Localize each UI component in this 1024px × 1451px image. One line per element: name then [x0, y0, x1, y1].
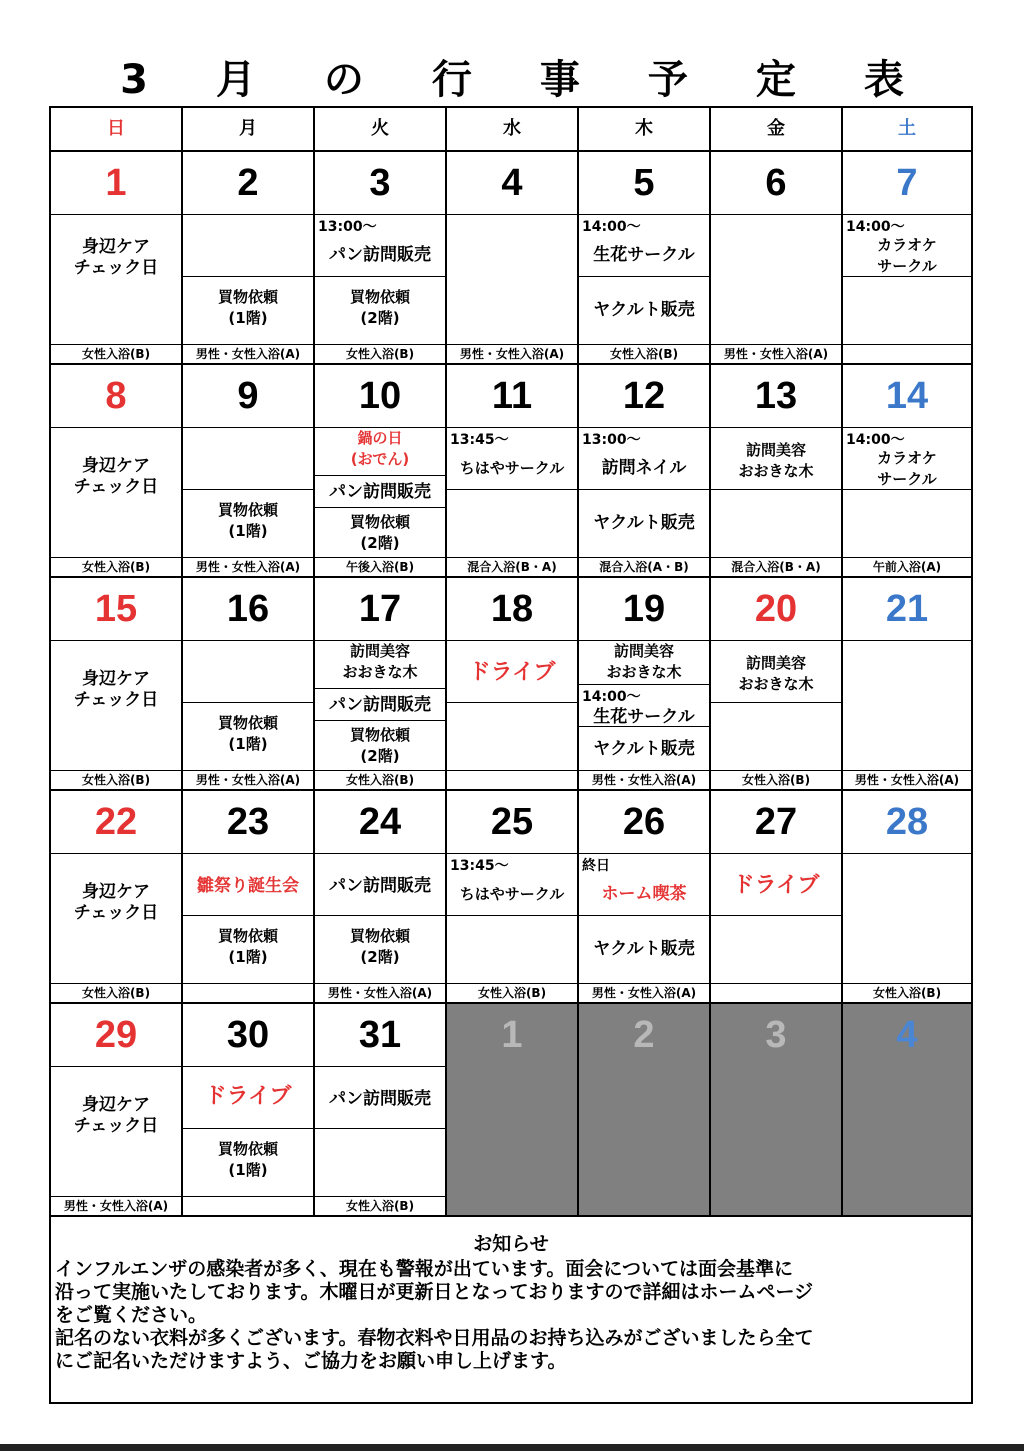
weekday-header: 土: [843, 108, 971, 152]
title-char: 行: [431, 57, 472, 103]
bath-schedule: 男性・女性入浴(A): [579, 770, 709, 789]
bath-schedule: [447, 770, 577, 789]
event-label: 訪問美容 おおきな木: [606, 642, 682, 681]
weekday-header: 水: [447, 108, 579, 152]
day-number: 8: [51, 365, 181, 428]
cell-divider: [711, 489, 841, 490]
day-cell: [183, 152, 315, 365]
notice-line: をご覧ください。: [55, 1304, 208, 1326]
weekday-header: 木: [579, 108, 711, 152]
event-label: 訪問美容 おおきな木: [738, 654, 814, 693]
weekday-header: 金: [711, 108, 843, 152]
day-cell: [183, 578, 315, 791]
event-time: 13:00〜: [318, 219, 377, 235]
day-cell: [711, 791, 843, 1004]
notice-line: にご記名いただけますよう、ご協力をお願い申し上げます。: [55, 1350, 567, 1372]
cell-divider: [579, 684, 709, 685]
title-char: 表: [863, 57, 904, 103]
event-label: ヤクルト販売: [593, 513, 695, 533]
bath-schedule: 混合入浴(B・A): [447, 557, 577, 576]
event-label: 身辺ケア チェック日: [73, 237, 159, 278]
bath-schedule: 女性入浴(B): [579, 344, 709, 363]
cell-divider: [315, 688, 445, 689]
day-number: 3: [315, 152, 445, 215]
bath-schedule: 女性入浴(B): [711, 770, 841, 789]
event-time: 13:45〜: [450, 858, 509, 874]
event-label: 買物依頼 (1階): [217, 714, 278, 753]
bath-schedule: 女性入浴(B): [51, 344, 181, 363]
bath-schedule: 男性・女性入浴(A): [183, 344, 313, 363]
event-label: 買物依頼 (2階): [349, 927, 410, 966]
cell-divider: [183, 276, 313, 277]
event-time: 14:00〜: [846, 432, 905, 448]
day-number: 23: [183, 791, 313, 854]
event-time: 終日: [582, 858, 610, 874]
day-number: 18: [447, 578, 577, 641]
cell-divider: [579, 276, 709, 277]
bath-schedule: 女性入浴(B): [315, 344, 445, 363]
event-time: 13:00〜: [582, 432, 641, 448]
week-row: [51, 791, 971, 1004]
day-cell: [447, 152, 579, 365]
event-label: ちはやサークル: [459, 885, 565, 903]
day-cell: [315, 365, 447, 578]
day-number: 27: [711, 791, 841, 854]
bottom-rule: [0, 1444, 1024, 1451]
event-label: 鍋の日 (おでん): [350, 429, 410, 468]
notice-body: [51, 1258, 971, 1373]
day-cell: [579, 152, 711, 365]
day-number: 4: [447, 152, 577, 215]
bath-schedule: 混合入浴(A・B): [579, 557, 709, 576]
cell-divider: [711, 915, 841, 916]
day-cell: [579, 365, 711, 578]
day-number: 25: [447, 791, 577, 854]
cell-divider: [711, 702, 841, 703]
event-label: ドライブ: [204, 1084, 292, 1109]
day-cell: [447, 365, 579, 578]
day-number: 2: [183, 152, 313, 215]
cell-divider: [315, 507, 445, 508]
day-cell: [315, 791, 447, 1004]
cell-divider: [183, 915, 313, 916]
day-cell: [843, 1004, 971, 1217]
day-cell: [447, 578, 579, 791]
day-cell: [315, 578, 447, 791]
event-label: 身辺ケア チェック日: [73, 456, 159, 497]
bath-schedule: [183, 983, 313, 1002]
bath-schedule: [711, 983, 841, 1002]
title-char: 事: [539, 57, 580, 103]
day-cell: [711, 1004, 843, 1217]
page-title: [0, 48, 1024, 105]
event-label: 買物依頼 (2階): [349, 288, 410, 327]
cell-divider: [315, 1128, 445, 1129]
bath-schedule: 午前入浴(A): [843, 557, 971, 576]
bath-schedule: 女性入浴(B): [51, 557, 181, 576]
event-label: 買物依頼 (2階): [349, 726, 410, 765]
day-number: 9: [183, 365, 313, 428]
event-label: パン訪問販売: [329, 695, 431, 715]
event-label: カラオケ サークル: [877, 449, 937, 488]
day-number: 1: [51, 152, 181, 215]
day-number: 20: [711, 578, 841, 641]
day-number: 7: [843, 152, 971, 215]
bath-schedule: 女性入浴(B): [447, 983, 577, 1002]
bath-schedule: 女性入浴(B): [315, 770, 445, 789]
day-cell: [579, 578, 711, 791]
event-label: 生花サークル: [593, 245, 695, 265]
day-cell: [579, 1004, 711, 1217]
event-label: ドライブ: [732, 873, 820, 898]
cell-divider: [315, 720, 445, 721]
day-cell: [315, 152, 447, 365]
day-number: 5: [579, 152, 709, 215]
day-cell: [183, 365, 315, 578]
day-cell: [711, 578, 843, 791]
day-number: 29: [51, 1004, 181, 1067]
event-label: 訪問美容 おおきな木: [342, 642, 418, 681]
bath-schedule: [843, 344, 971, 363]
day-cell: [447, 791, 579, 1004]
event-label: ヤクルト販売: [593, 300, 695, 320]
event-label: パン訪問販売: [329, 245, 431, 265]
event-label: カラオケ サークル: [877, 236, 937, 275]
day-cell: [183, 791, 315, 1004]
day-cell: [843, 152, 971, 365]
cell-divider: [447, 915, 577, 916]
event-label: ヤクルト販売: [593, 939, 695, 959]
title-char: の: [323, 57, 364, 103]
weekday-header: 月: [183, 108, 315, 152]
day-cell: [843, 791, 971, 1004]
week-row: [51, 1004, 971, 1217]
day-number: 15: [51, 578, 181, 641]
calendar-board: [49, 106, 973, 1404]
event-label: 身辺ケア チェック日: [73, 669, 159, 710]
event-label: 買物依頼 (2階): [349, 513, 410, 552]
day-number: 17: [315, 578, 445, 641]
event-label: 生花サークル: [593, 707, 695, 727]
event-time: 13:45〜: [450, 432, 509, 448]
cell-divider: [579, 915, 709, 916]
event-label: ヤクルト販売: [593, 739, 695, 759]
event-label: 買物依頼 (1階): [217, 288, 278, 327]
event-label: パン訪問販売: [329, 876, 431, 896]
bath-schedule: 男性・女性入浴(A): [447, 344, 577, 363]
notice-box: [51, 1216, 971, 1402]
event-label: 買物依頼 (1階): [217, 1140, 278, 1179]
day-cell: [579, 791, 711, 1004]
day-number: 2: [633, 1014, 655, 1056]
bath-schedule: 男性・女性入浴(A): [183, 770, 313, 789]
weekday-header: 日: [51, 108, 183, 152]
event-label: 身辺ケア チェック日: [73, 1095, 159, 1136]
day-number: 30: [183, 1004, 313, 1067]
day-number: 31: [315, 1004, 445, 1067]
bath-schedule: 男性・女性入浴(A): [315, 983, 445, 1002]
event-label: ホーム喫茶: [601, 884, 687, 904]
event-label: パン訪問販売: [329, 482, 431, 502]
week-row: [51, 365, 971, 578]
event-label: パン訪問販売: [329, 1089, 431, 1109]
day-cell: [51, 791, 183, 1004]
week-row: [51, 152, 971, 365]
event-label: 買物依頼 (1階): [217, 927, 278, 966]
day-cell: [315, 1004, 447, 1217]
bath-schedule: 男性・女性入浴(A): [711, 344, 841, 363]
cell-divider: [447, 489, 577, 490]
bath-schedule: 女性入浴(B): [843, 983, 971, 1002]
day-number: 22: [51, 791, 181, 854]
day-number: 16: [183, 578, 313, 641]
notice-line: 記名のない衣料が多くございます。春物衣料や日用品のお持ち込みがございましたら全て: [55, 1327, 814, 1349]
day-number: 13: [711, 365, 841, 428]
bath-schedule: 女性入浴(B): [51, 983, 181, 1002]
bath-schedule: 混合入浴(B・A): [711, 557, 841, 576]
day-cell: [711, 365, 843, 578]
event-label: ドライブ: [468, 660, 556, 685]
event-label: 買物依頼 (1階): [217, 501, 278, 540]
bath-schedule: 男性・女性入浴(A): [183, 557, 313, 576]
bath-schedule: 女性入浴(B): [51, 770, 181, 789]
event-label: 訪問美容 おおきな木: [738, 441, 814, 480]
day-cell: [843, 578, 971, 791]
day-number: 21: [843, 578, 971, 641]
cell-divider: [315, 276, 445, 277]
title-char: 月: [215, 57, 256, 103]
event-time: 14:00〜: [582, 219, 641, 235]
day-cell: [51, 578, 183, 791]
day-number: 4: [896, 1014, 918, 1056]
bath-schedule: 男性・女性入浴(A): [579, 983, 709, 1002]
title-char: 予: [647, 57, 688, 103]
day-cell: [447, 1004, 579, 1217]
day-number: 3: [765, 1014, 787, 1056]
day-number: 14: [843, 365, 971, 428]
event-label: 訪問ネイル: [601, 458, 687, 478]
cell-divider: [315, 475, 445, 476]
title-char: 定: [755, 57, 796, 103]
day-number: 6: [711, 152, 841, 215]
bath-schedule: [183, 1196, 313, 1215]
event-label: 身辺ケア チェック日: [73, 882, 159, 923]
day-number: 10: [315, 365, 445, 428]
notice-line: インフルエンザの感染者が多く、現在も警報が出ています。面会については面会基準に: [55, 1258, 793, 1280]
weekday-header: 火: [315, 108, 447, 152]
cell-divider: [183, 702, 313, 703]
cell-divider: [579, 489, 709, 490]
title-char: 3: [120, 57, 148, 103]
day-number: 11: [447, 365, 577, 428]
notice-line: 沿って実施いたしております。木曜日が更新日となっておりますので詳細はホームページ: [55, 1281, 814, 1303]
day-cell: [711, 152, 843, 365]
bath-schedule: 男性・女性入浴(A): [51, 1196, 181, 1215]
bath-schedule: 午後入浴(B): [315, 557, 445, 576]
cell-divider: [183, 1128, 313, 1129]
day-number: 26: [579, 791, 709, 854]
day-cell: [51, 1004, 183, 1217]
day-number: 1: [501, 1014, 523, 1056]
notice-title: お知らせ: [473, 1233, 549, 1255]
day-number: 12: [579, 365, 709, 428]
event-time: 14:00〜: [582, 689, 641, 705]
day-cell: [51, 365, 183, 578]
day-number: 28: [843, 791, 971, 854]
event-time: 14:00〜: [846, 219, 905, 235]
week-row: [51, 578, 971, 791]
cell-divider: [183, 489, 313, 490]
bath-schedule: 女性入浴(B): [315, 1196, 445, 1215]
day-cell: [51, 152, 183, 365]
event-label: 雛祭り誕生会: [197, 876, 299, 896]
day-number: 24: [315, 791, 445, 854]
cell-divider: [315, 915, 445, 916]
day-number: 19: [579, 578, 709, 641]
bath-schedule: 男性・女性入浴(A): [843, 770, 971, 789]
day-cell: [183, 1004, 315, 1217]
event-label: ちはやサークル: [459, 459, 565, 477]
cell-divider: [447, 702, 577, 703]
day-cell: [843, 365, 971, 578]
